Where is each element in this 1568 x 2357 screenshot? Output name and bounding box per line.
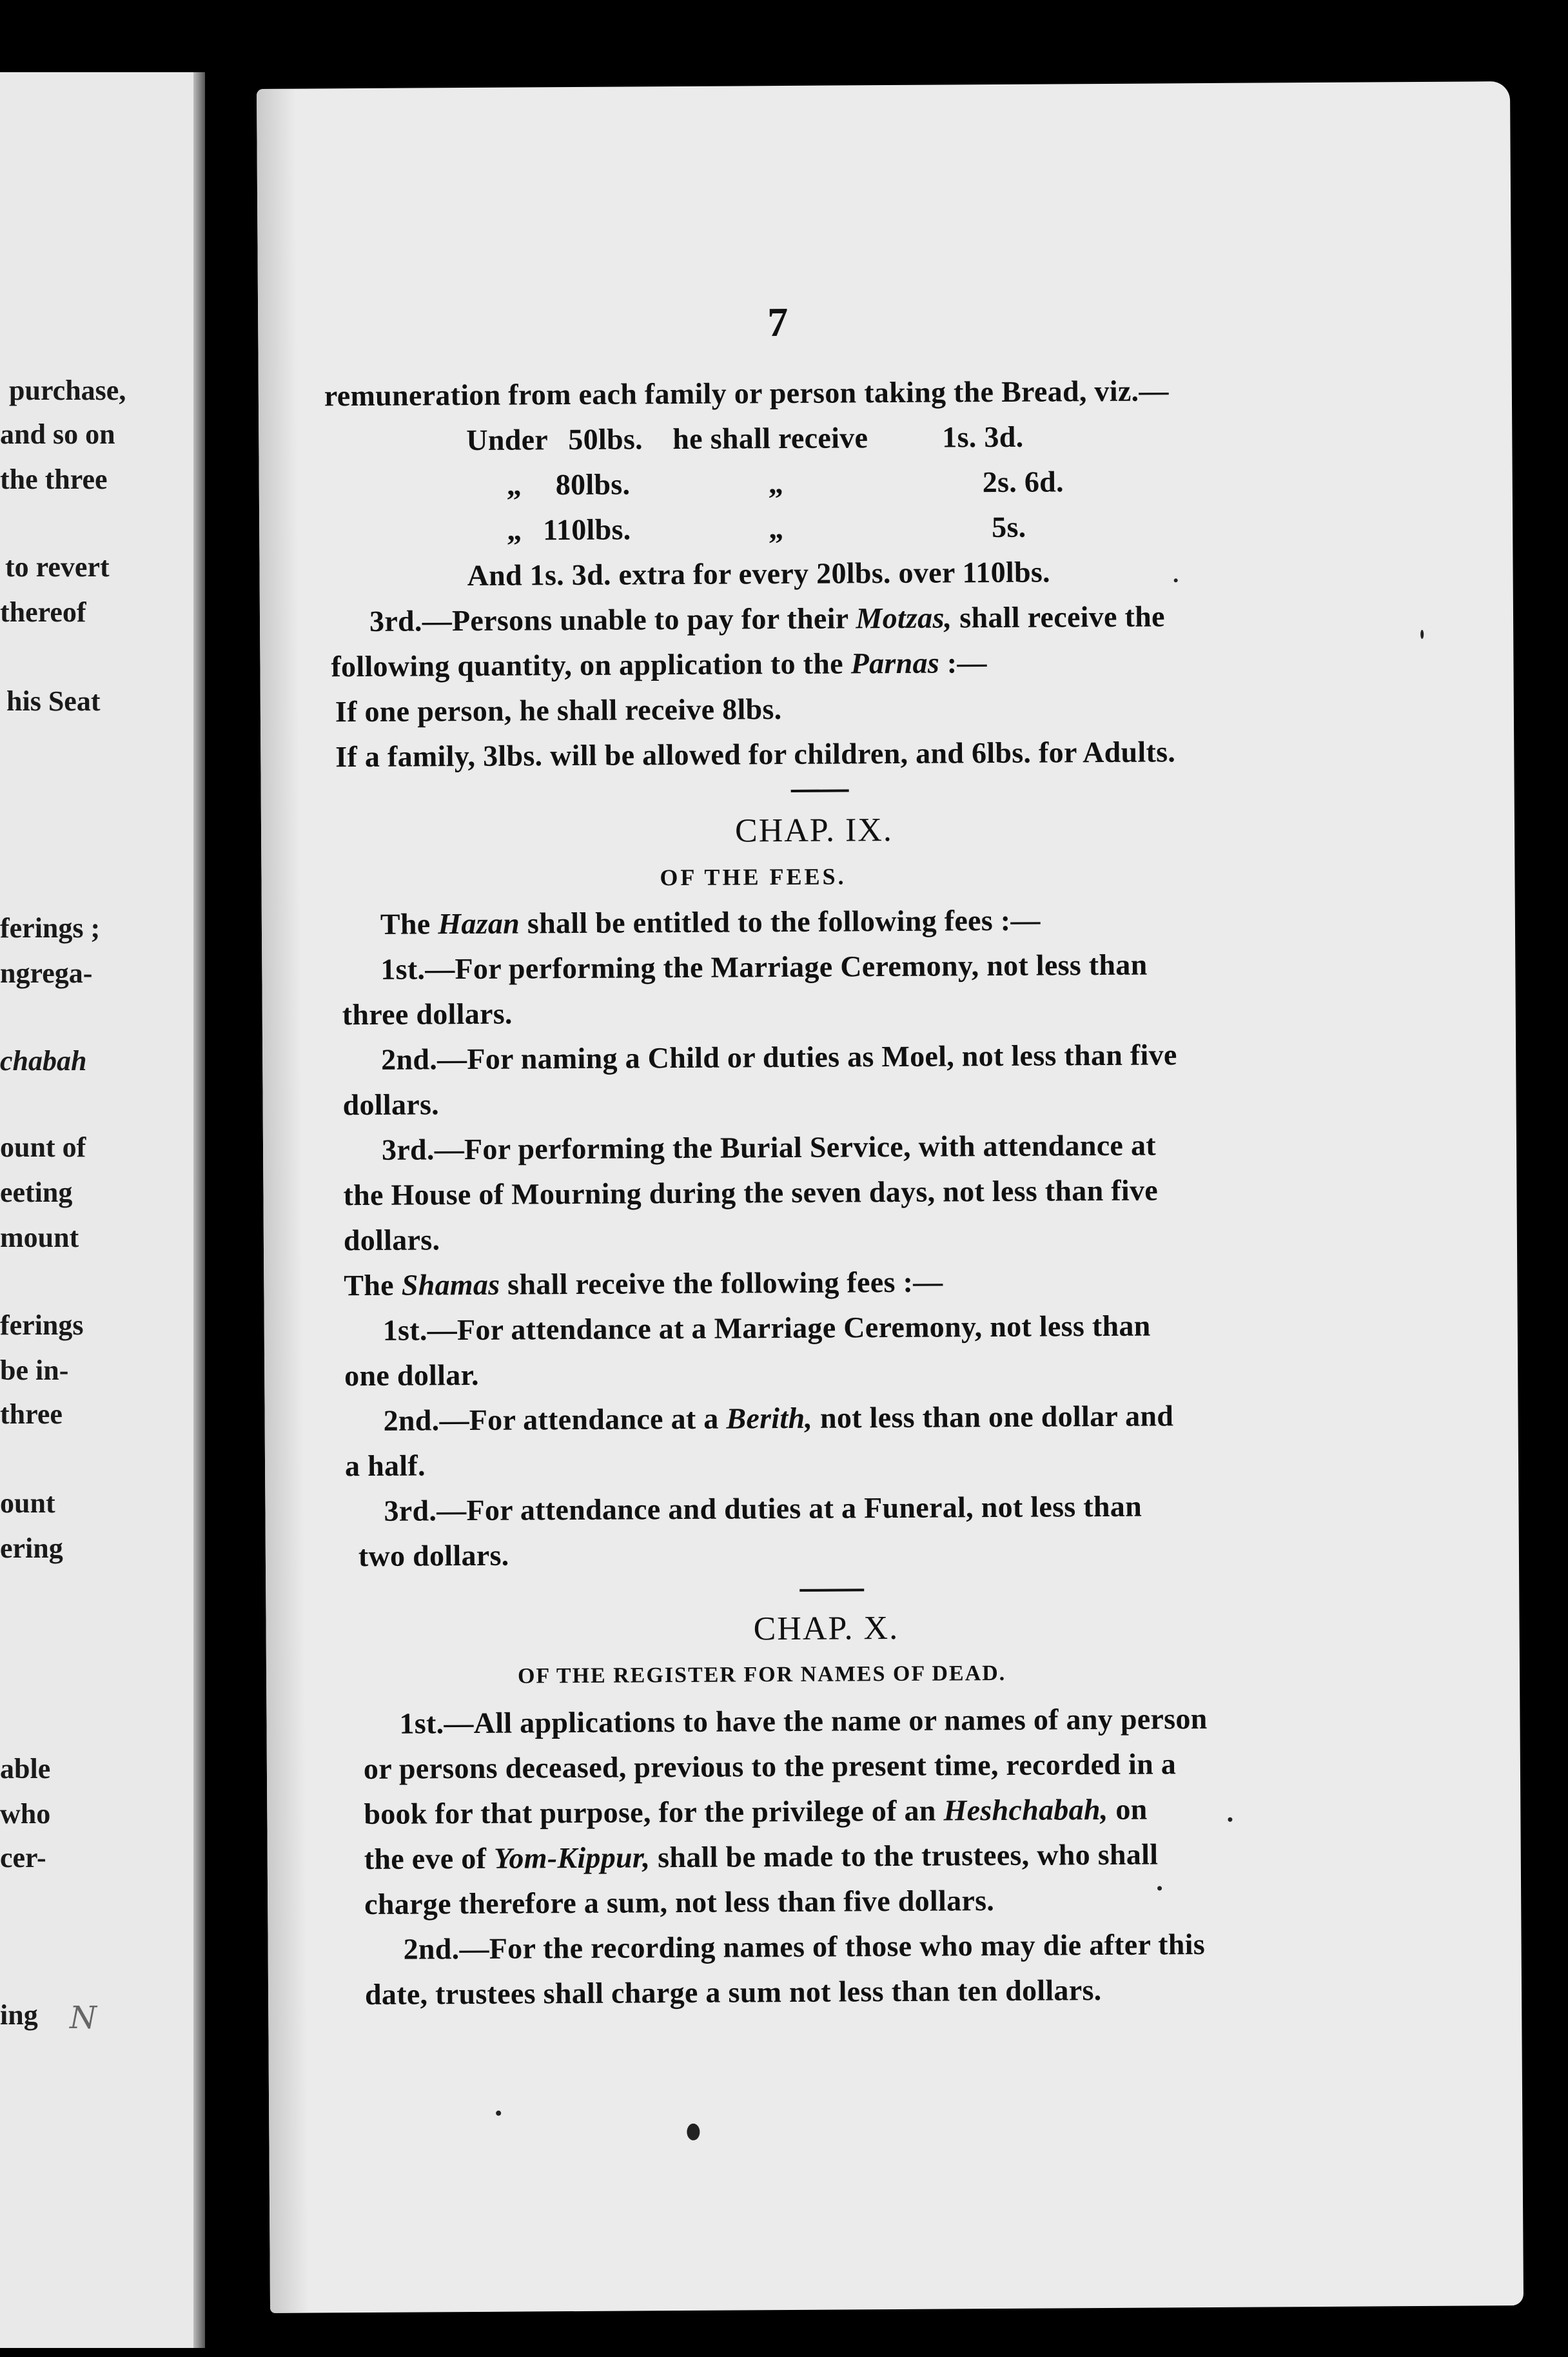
text-line [369,599,1165,638]
book-binding-shadow [205,84,257,2353]
rate-weight: 110lbs. [543,513,631,547]
text-line [383,1398,1173,1437]
text-span: the eve of [364,1841,487,1876]
left-fragment: three [0,1398,63,1430]
ink-speck [496,2111,501,2116]
text-italic: Yom-Kippur, [493,1841,651,1875]
rate-prefix: „ [507,513,522,547]
left-fragment: chabah [0,1045,87,1077]
text-line: And 1s. 3d. extra for every 20lbs. over 110lbs. [467,555,1051,592]
left-fragment: ering [0,1532,63,1564]
text-line: charge therefore a sum, not less than five dollars. [364,1884,995,1921]
text-span: The [344,1268,395,1302]
left-fragment: able [0,1753,51,1785]
text-span: shall receive the following fees :— [507,1265,943,1301]
left-fragment: ount [0,1487,55,1519]
left-fragment: the three [0,464,108,495]
text-italic: Hazan [438,906,520,941]
ink-speck [1174,578,1178,582]
ink-speck [687,2124,700,2140]
left-fragment: mount [0,1222,79,1253]
rate-prefix: „ [506,468,522,502]
text-line: dollars. [342,1088,440,1122]
text-span: shall receive the [959,600,1165,634]
page-edge-shade [257,89,309,2313]
left-fragment: thereof [0,596,86,628]
ink-speck [1228,1817,1232,1822]
text-line: one dollar. [344,1358,479,1393]
text-italic: Shamas [401,1267,500,1302]
page-gutter-shadow [193,72,205,2348]
text-italic: Berith, [726,1401,813,1435]
text-line: or persons deceased, previous to the present time, recorded in a [363,1747,1177,1786]
page-number: 7 [767,298,789,346]
left-fragment: be in- [0,1355,69,1386]
text-line: dollars. [343,1223,440,1257]
left-fragment: ngrega- [0,957,93,989]
text-italic: Parnas [850,646,940,680]
text-span: following quantity, on application to the [331,647,844,683]
left-page-fragment [0,72,205,2348]
text-span: not less than one dollar and [819,1399,1174,1434]
rate-prefix: Under [466,423,549,457]
text-span: shall be made to the trustees, who shall [658,1837,1159,1874]
text-line [364,1792,1148,1831]
rate-middle: „ [768,467,784,500]
text-span: The [380,907,431,941]
text-line: a half. [344,1449,426,1483]
left-fragment: his Seat [6,685,101,717]
text-line: 1st.—For performing the Marriage Ceremony, not less than [380,948,1148,986]
left-fragment: ount of [0,1131,86,1163]
text-line [331,645,987,683]
text-span: 3rd.—Persons unable to pay for their [369,601,848,638]
text-line: 2nd.—For the recording names of those who may die after this [403,1928,1206,1966]
rate-weight: 80lbs. [555,467,631,502]
chapter-title: CHAP. X. [753,1609,899,1648]
left-fragment: who [0,1798,51,1830]
text-line: 2nd.—For naming a Child or duties as Moel, not less than five [381,1038,1177,1076]
text-line: the House of Mourning during the seven days, not less than five [343,1173,1159,1212]
text-italic: Motzas, [856,601,952,635]
ink-speck [1420,630,1424,639]
text-span: book for that purpose, for the privilege of an [364,1794,936,1831]
text-line [364,1837,1159,1877]
rate-middle: he shall receive [672,421,868,456]
ink-speck [1157,1886,1162,1890]
text-line: If a family, 3lbs. will be allowed for children, and 6lbs. for Adults. [335,735,1176,774]
chapter-subtitle: OF THE FEES. [660,863,847,891]
text-span: 2nd.—For attendance at a [383,1402,719,1437]
text-line: date, trustees shall charge a sum not less than ten dollars. [364,1973,1102,2011]
chapter-title: CHAP. IX. [734,811,894,850]
rate-middle: „ [769,512,784,545]
text-span: shall be entitled to the following fees :— [527,903,1041,940]
rate-amount: 1s. 3d. [942,420,1024,454]
rate-amount: 2s. 6d. [982,465,1064,499]
text-line: three dollars. [342,997,513,1032]
text-line [380,903,1041,941]
text-italic: Heshchabah, [943,1792,1108,1827]
left-fragment: ferings ; [0,912,101,944]
left-fragment: to revert [5,551,110,583]
left-fragment: ferings [0,1309,84,1341]
document-page [257,81,1524,2313]
section-rule [799,1589,864,1592]
text-line: remuneration from each family or person taking the Bread, viz.— [324,374,1169,413]
text-line: 1st.—All applications to have the name or names of any person [399,1702,1208,1740]
chapter-subtitle: OF THE REGISTER FOR NAMES OF DEAD. [517,1661,1006,1688]
text-line: 3rd.—For attendance and duties at a Funeral, not less than [384,1489,1142,1527]
text-line: 1st.—For attendance at a Marriage Ceremony, not less than [382,1309,1151,1347]
text-line: two dollars. [358,1538,509,1573]
left-fragment: and so on [0,418,115,450]
text-span: on [1115,1792,1148,1826]
section-rule [791,789,849,792]
left-fragment: ing [0,1999,38,2031]
text-line [344,1265,943,1303]
text-line: If one person, he shall receive 8lbs. [335,692,782,729]
text-span: :— [946,646,987,680]
pencil-mark: N [70,2000,97,2036]
left-fragment: cer- [0,1842,46,1873]
text-line: 3rd.—For performing the Burial Service, with attendance at [381,1128,1157,1166]
left-fragment: purchase, [9,375,126,406]
left-fragment: eeting [0,1177,73,1208]
rate-amount: 5s. [992,510,1026,544]
rate-weight: 50lbs. [568,422,643,456]
